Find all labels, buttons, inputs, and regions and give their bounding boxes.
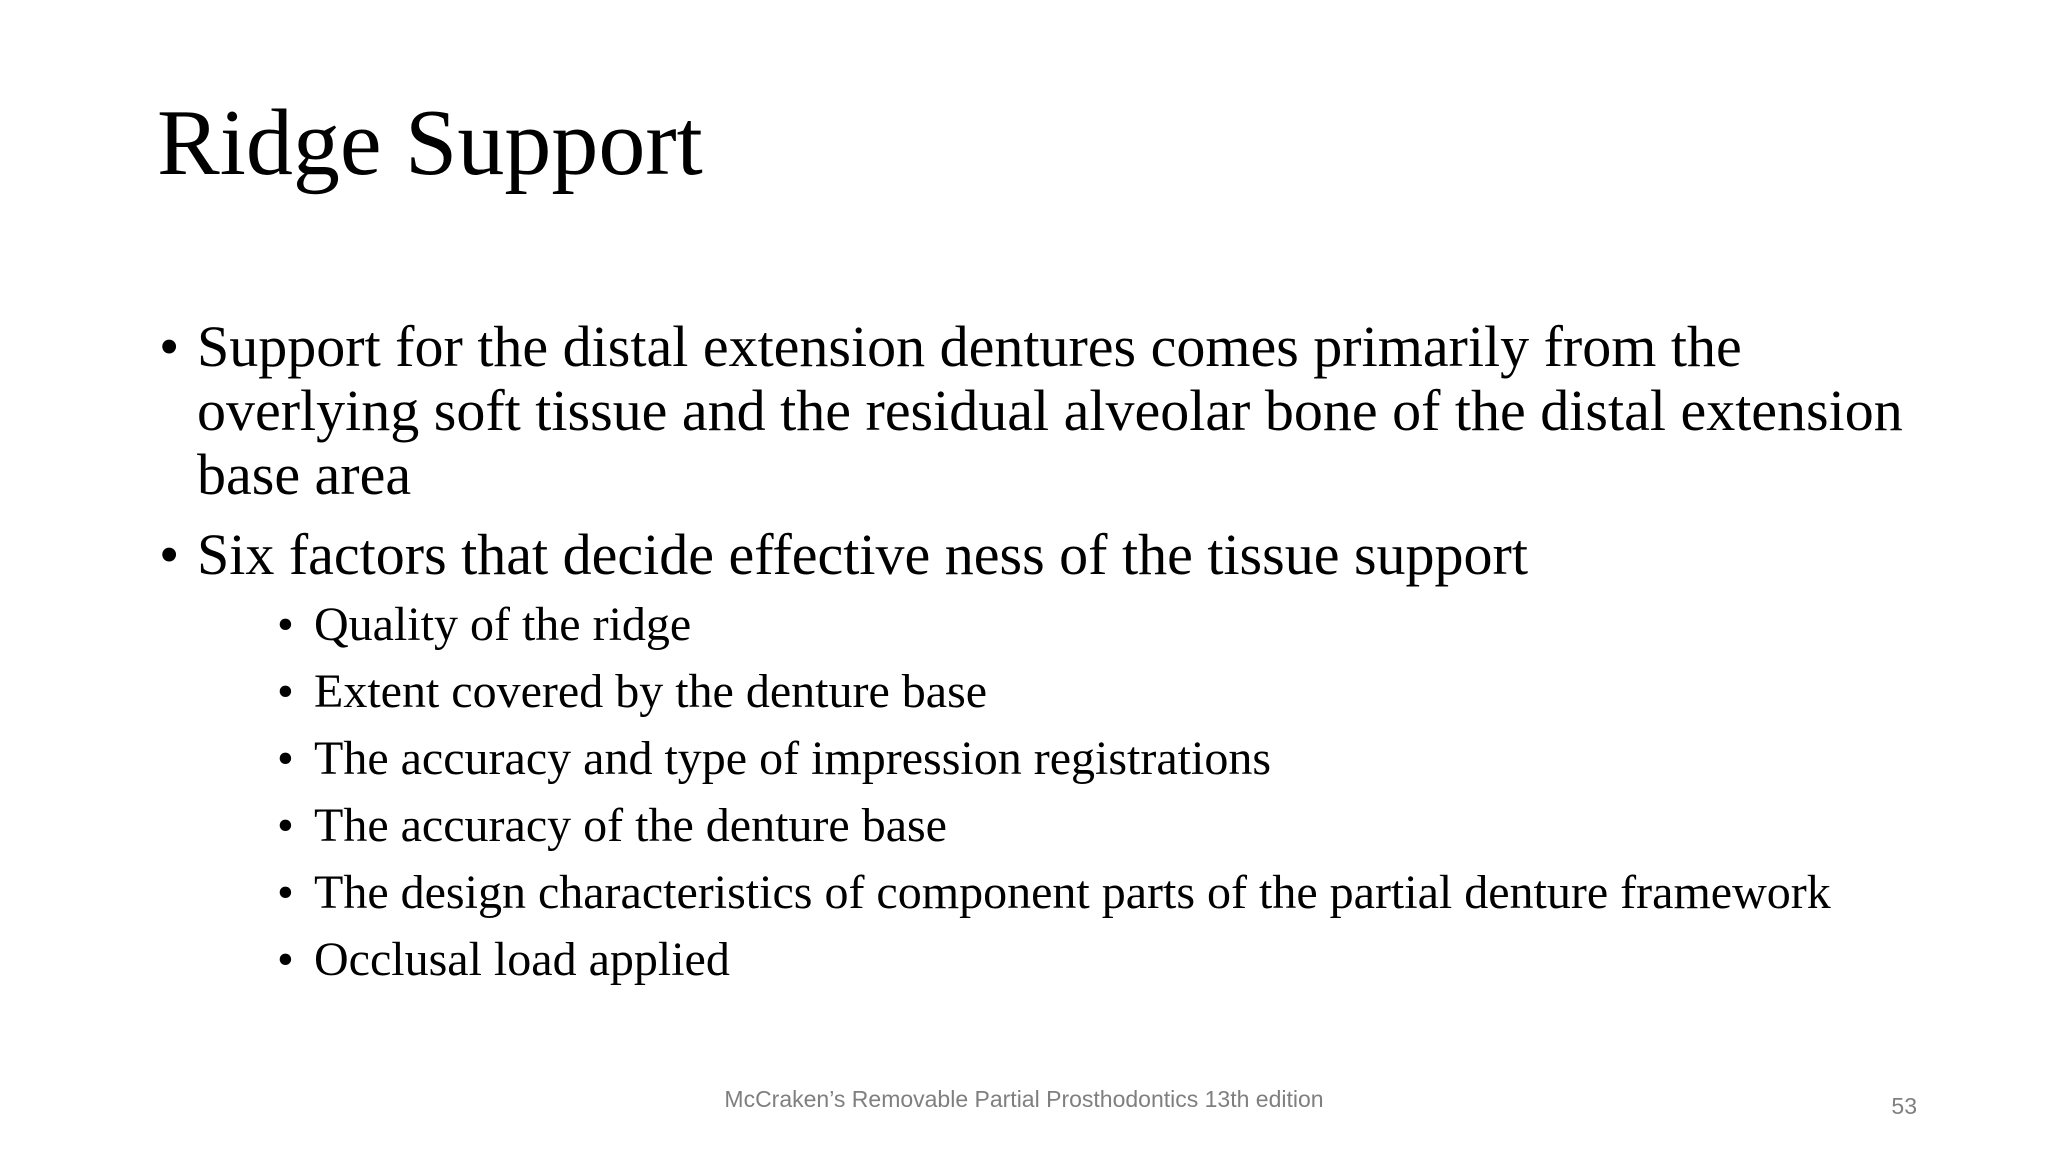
sub-bullet-item: • Extent covered by the denture base — [197, 658, 1917, 725]
slide-number: 53 — [1891, 1093, 1917, 1119]
slide-body — [157, 315, 1917, 1009]
bullet-item — [157, 523, 1917, 993]
sub-bullet-item: • The accuracy of the denture base — [197, 792, 1917, 859]
bullet-item-text: Six factors that decide effective ness of the tissue support — [197, 522, 1528, 587]
slide-footer: McCraken’s Removable Partial Prosthodontics 13th edition — [724, 1086, 1324, 1112]
sub-bullet-item: • The design characteristics of component parts of the partial denture framework — [197, 859, 1917, 926]
sub-bullet-item: • Occlusal load applied — [197, 926, 1917, 993]
sub-bullet-item: • Quality of the ridge — [197, 591, 1917, 658]
slide-title: Ridge Support — [157, 91, 703, 195]
bullet-item: • Support for the distal extension dentures comes primarily from the overlying soft tissue and the residual alveolar bone of the distal extension base area — [157, 315, 1917, 507]
sub-bullet-list — [197, 591, 1917, 993]
sub-bullet-item: • The accuracy and type of impression registrations — [197, 725, 1917, 792]
